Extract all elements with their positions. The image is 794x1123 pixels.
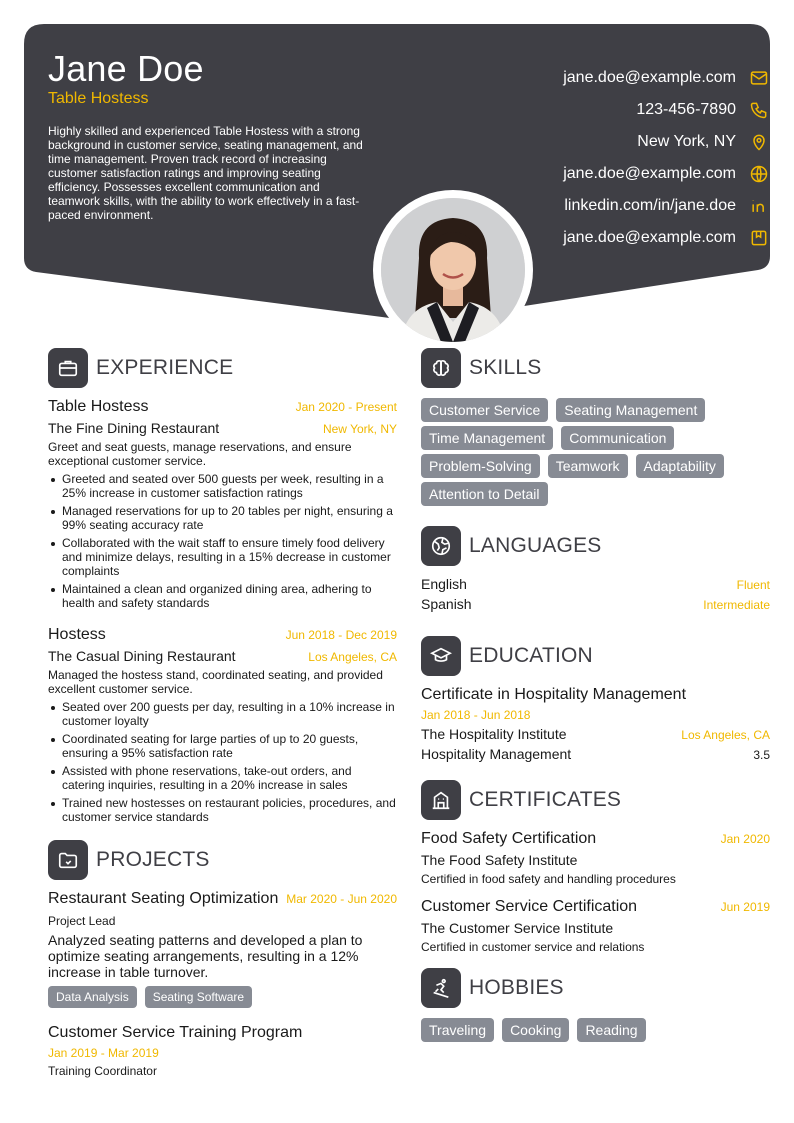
job-description: Greet and seat guests, manage reservations, and ensure exceptional customer service. xyxy=(48,440,352,468)
degree-title: Certificate in Hospitality Management xyxy=(421,686,687,703)
certificate-issuer: The Customer Service Institute xyxy=(421,920,614,936)
certificate-entry xyxy=(421,830,770,886)
hobbies-title: HOBBIES xyxy=(469,976,564,999)
contact-linkedin-text[interactable]: linkedin.com/in/jane.doe xyxy=(564,197,736,214)
skier-icon xyxy=(421,968,461,1008)
job-location: New York, NY xyxy=(322,422,397,436)
candidate-name: Jane Doe xyxy=(48,48,204,89)
building-icon xyxy=(421,780,461,820)
project-description: Analyzed seating patterns and developed a plan to optimize seating arrangements, resulting in a 12% increase in table turnover. xyxy=(48,932,363,980)
job-bullet: Coordinated seating for large parties of up to 20 guests, ensuring a 95% satisfaction rate xyxy=(48,732,397,760)
project-entry xyxy=(48,890,397,1008)
contact-location xyxy=(410,126,770,158)
education-entry xyxy=(421,686,770,762)
skill-tag: Communication xyxy=(561,426,674,450)
education-title: EDUCATION xyxy=(469,644,593,667)
certificates-title: CERTIFICATES xyxy=(469,788,622,811)
language-list xyxy=(421,576,770,616)
job-bullets xyxy=(48,700,397,824)
certificates-heading xyxy=(421,780,770,820)
job-bullet: Trained new hostesses on restaurant policies, procedures, and customer service standards xyxy=(48,796,397,824)
contact-location-text: New York, NY xyxy=(637,133,736,150)
left-column xyxy=(48,348,397,1078)
certificate-title: Customer Service Certification xyxy=(421,898,638,915)
contact-phone-text[interactable]: 123-456-7890 xyxy=(636,101,736,118)
contact-email[interactable] xyxy=(410,62,770,94)
job-bullet: Collaborated with the wait staff to ensure timely food delivery and minimize delays, resulting in a 15% decrease in customer complaints xyxy=(48,536,397,578)
hobby-tags xyxy=(421,1018,770,1042)
briefcase-icon xyxy=(48,348,88,388)
profile-summary: Highly skilled and experienced Table Hostess with a strong background in customer service, seating management, and time management. Proven track record of increasing customer satisfaction ratings and improving seating efficiency. Possesses excellent communication and teamwork skills, with the ability to work effectively in a fast-paced environment. xyxy=(48,124,363,222)
contact-phone[interactable] xyxy=(410,94,770,126)
contact-website[interactable] xyxy=(410,158,770,190)
job-dates: Jun 2018 - Dec 2019 xyxy=(285,628,397,642)
certificate-date: Jun 2019 xyxy=(720,900,770,914)
certificate-date: Jan 2020 xyxy=(720,832,770,846)
job-location: Los Angeles, CA xyxy=(308,650,397,664)
experience-title: EXPERIENCE xyxy=(96,356,234,379)
project-role: Project Lead xyxy=(48,914,116,928)
skill-tag: Teamwork xyxy=(548,454,628,478)
globe-icon xyxy=(748,163,770,185)
certificate-description: Certified in customer service and relations xyxy=(421,940,645,954)
project-dates: Mar 2020 - Jun 2020 xyxy=(286,892,397,906)
job-title: Hostess xyxy=(48,626,106,643)
profile-photo xyxy=(381,198,525,342)
location-pin-icon xyxy=(748,131,770,153)
languages-title: LANGUAGES xyxy=(469,534,602,557)
mail-icon xyxy=(748,67,770,89)
hobbies-heading xyxy=(421,968,770,1008)
job-bullet: Managed reservations for up to 20 tables per night, ensuring a 99% seating accuracy rate xyxy=(48,504,397,532)
job-bullets xyxy=(48,472,397,610)
skills-heading xyxy=(421,348,770,388)
school-location: Los Angeles, CA xyxy=(681,728,770,742)
skill-tag: Adaptability xyxy=(636,454,724,478)
brain-icon xyxy=(421,348,461,388)
job-bullet: Seated over 200 guests per day, resulting in a 10% increase in customer loyalty xyxy=(48,700,397,728)
skill-tag: Time Management xyxy=(421,426,553,450)
skill-tag: Customer Service xyxy=(421,398,548,422)
experience-entry xyxy=(48,626,397,824)
projects-title: PROJECTS xyxy=(96,848,210,871)
education-field: Hospitality Management xyxy=(421,746,572,762)
contact-email-text[interactable]: jane.doe@example.com xyxy=(563,69,736,86)
language-name: English xyxy=(421,576,467,592)
experience-entry xyxy=(48,398,397,610)
hobby-tag: Cooking xyxy=(502,1018,569,1042)
hobby-tag: Traveling xyxy=(421,1018,494,1042)
linkedin-icon xyxy=(748,195,770,217)
skill-tag: Problem-Solving xyxy=(421,454,540,478)
education-gpa: 3.5 xyxy=(753,748,770,762)
right-column xyxy=(421,348,770,1042)
job-bullet: Greeted and seated over 500 guests per week, resulting in a 25% increase in customer satisfaction ratings xyxy=(48,472,397,500)
job-bullet: Assisted with phone reservations, take-out orders, and catering inquiries, resulting in a 20% increase in sales xyxy=(48,764,397,792)
job-bullet: Maintained a clean and organized dining area, adhering to health and safety standards xyxy=(48,582,397,610)
project-tag: Seating Software xyxy=(145,986,252,1008)
certificate-title: Food Safety Certification xyxy=(421,830,597,847)
skills-tags xyxy=(421,398,770,506)
languages-heading xyxy=(421,526,770,566)
graduation-cap-icon xyxy=(421,636,461,676)
contact-portfolio-text[interactable]: jane.doe@example.com xyxy=(563,229,736,246)
school-name: The Hospitality Institute xyxy=(421,726,567,742)
job-dates: Jan 2020 - Present xyxy=(295,400,397,414)
language-row xyxy=(421,576,770,596)
skill-tag: Seating Management xyxy=(556,398,705,422)
candidate-title: Table Hostess xyxy=(48,90,149,107)
project-dates: Jan 2019 - Mar 2019 xyxy=(48,1046,159,1060)
certificate-entry xyxy=(421,898,770,954)
job-company: The Fine Dining Restaurant xyxy=(48,420,220,436)
education-heading xyxy=(421,636,770,676)
project-tag: Data Analysis xyxy=(48,986,137,1008)
projects-heading xyxy=(48,840,397,880)
job-title: Table Hostess xyxy=(48,398,149,415)
language-level: Intermediate xyxy=(703,598,770,612)
language-row xyxy=(421,596,770,616)
contact-website-text[interactable]: jane.doe@example.com xyxy=(563,165,736,182)
phone-icon xyxy=(748,99,770,121)
certificate-description: Certified in food safety and handling procedures xyxy=(421,872,676,886)
job-company: The Casual Dining Restaurant xyxy=(48,648,236,664)
folder-icon xyxy=(48,840,88,880)
language-level: Fluent xyxy=(736,578,770,592)
globe-icon xyxy=(421,526,461,566)
project-title: Restaurant Seating Optimization xyxy=(48,890,279,907)
project-tags xyxy=(48,986,397,1008)
job-description: Managed the hostess stand, coordinated seating, and provided excellent customer service. xyxy=(48,668,383,696)
bookmark-icon xyxy=(748,227,770,249)
hobby-tag: Reading xyxy=(577,1018,645,1042)
skill-tag: Attention to Detail xyxy=(421,482,548,506)
language-name: Spanish xyxy=(421,596,472,612)
education-dates: Jan 2018 - Jun 2018 xyxy=(421,708,531,722)
skills-title: SKILLS xyxy=(469,356,542,379)
project-role: Training Coordinator xyxy=(48,1064,157,1078)
project-title: Customer Service Training Program xyxy=(48,1024,303,1041)
project-entry xyxy=(48,1024,397,1078)
certificate-issuer: The Food Safety Institute xyxy=(421,852,578,868)
experience-heading xyxy=(48,348,397,388)
